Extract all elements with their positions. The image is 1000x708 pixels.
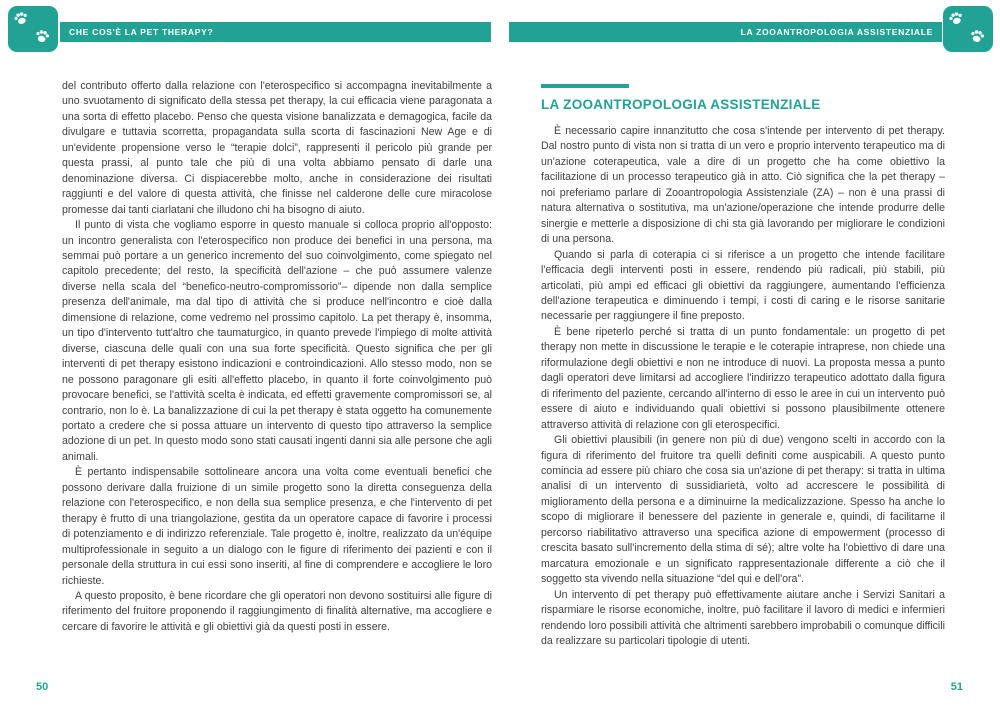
paragraph: A questo proposito, è bene ricordare che gli operatori non devono sostituirsi alle figure di riferimento del fruitore proponendo il raggiungimento di finalità alternative, ma accogliere e cercare di favorire le attività e gli obiettivi già da questi posti in essere. (62, 589, 492, 633)
running-head-left-label: CHE COS'È LA PET THERAPY? (69, 27, 214, 37)
paragraph: Gli obiettivi plausibili (in genere non più di due) vengono scelti in accordo con la figura di riferimento del fruitore tra quelli definiti come auspicabili. A questo punto comincia ad essere più chiaro che cosa sia un'azione di pet therapy: si tratta in ultima analisi di un intervento di sussidiarietà, volto ad accrescere le possibilità di miglioramento della persona e a diminuirne la medicalizzazione. Spesso ha anche lo scopo di migliorare il benessere del paziente in generale e, quindi, di facilitarne il percorso riabilitativo attraverso una specifica azione di empowerment (processo di crescita basato sull'incremento della stima di sé); altre volte ha l'obiettivo di dare una marcatura emozionale e un significato rappresentazionale differente a ciò che il soggetto sta vivendo nella situazione “del qui e dell'ora”. (541, 434, 945, 586)
paw-badge-right (943, 6, 993, 52)
paragraph: È bene ripeterlo perché si tratta di un punto fondamentale: un progetto di pet therapy non mette in discussione le terapie e le coterapie intraprese, non chiede una riformulazione degli obiettivi e non ne introduce di nuovi. La proposta messa a punto dagli operatori deve limitarsi ad accogliere l'indirizzo terapeutico adottato dalla figura di riferimento del paziente, cercando all'interno di esso le aree in cui un intervento può essere di aiuto e individuando quali obiettivi si possono plausibilmente ottenere attraverso attività di relazione con gli eterospecifici. (541, 325, 945, 431)
running-head-right-label: LA ZOOANTROPOLOGIA ASSISTENZIALE (740, 27, 933, 37)
page-right (541, 84, 945, 649)
paragraph: È pertanto indispensabile sottolineare ancora una volta come eventuali benefici che possono derivare dalla fruizione di un simile progetto sono la diretta conseguenza della relazione con l'eterospecifico, e non della sua semplice presenza, e che l'intervento di pet therapy è frutto di una triangolazione, gestita da un operatore capace di favorire i processi di potenziamento e di indirizzo referenziale. Tale progetto è, inoltre, realizzato da un'équipe multiprofessionale in seguito a un dialogo con le figure di riferimento dei pazienti e con il personale della struttura in cui essi sono inseriti, al fine di comprendere e accogliere le loro richieste. (62, 466, 492, 587)
page-number-left: 50 (36, 681, 49, 693)
paw-prints-icon (947, 9, 989, 49)
paw-prints-icon (12, 9, 54, 49)
section-heading: LA ZOOANTROPOLOGIA ASSISTENZIALE (541, 97, 821, 112)
page-number-right: 51 (950, 681, 963, 693)
paragraph: del contributo offerto dalla relazione con l'eterospecifico si accompagna inevitabilmente a uno svuotamento di significato della stessa pet therapy, la cui efficacia viene paragonata a una sorta di effetto placebo. Penso che questa visione banalizzata e demagogica, facile da divulgare e tuttavia scorretta, propagandata sulla scorta di fascinazioni New Age e di un'evidente propensione verso le “terapie dolci”, rappresenti il pericolo più grande per questa prassi, al punto tale che più di una volta abbiamo pensato di darle una denominazione diversa. Ci dispiacerebbe molto, anche in considerazione dei risultati raggiunti e del valore di questa attività, che finisse nel calderone delle cure miracolose promesse dai tanti ciarlatani che illudono chi ha bisogno di aiuto. (62, 80, 492, 216)
heading-rule (541, 84, 629, 88)
paragraph: Il punto di vista che vogliamo esporre in questo manuale si colloca proprio all'opposto: un incontro generalista con l'eterospecifico non produce dei benefici in una persona, ma semmai può portare a un generico incremento del suo coinvolgimento, come spiegato nel capitolo precedente; del resto, la specificità dell'azione – che può assumere valenze diverse nella scala del “benefico-neutro-compromissorio”– dipende non dalla semplice presenza dell'animale, ma dal tipo di attività che si produce nell'incontro e cioè dalla dimensione di relazione, come vedremo nel prossimo capitolo. La pet therapy è, insomma, un tipo d'intervento tutt'altro che taumaturgico, in quanto prevede l'impiego di molte attività diverse, ciascuna delle quali con una sua forte specificità. Questo significa che per gli interventi di pet therapy esistono indicazioni e controindicazioni. Allo stesso modo, non se ne possono paragonare gli esiti all'effetto placebo, in quanto il forte coinvolgimento può provocare benefici, se l'attività scelta è indicata, ed effetti gravemente compromissori se, al contrario, non lo è. La banalizzazione di cui la pet therapy è stata oggetto ha comunemente portato a credere che si possa attuare un intervento di questo tipo attraverso la semplice adozione di un pet. In questo modo sono stati causati ingenti danni sia alle persone che agli animali. (62, 219, 492, 463)
paragraph: Un intervento di pet therapy può effettivamente aiutare anche i Servizi Sanitari a risparmiare le risorse economiche, inoltre, può facilitare il lavoro di medici e infermieri rendendo loro possibili attività che altrimenti sarebbero improbabili o comunque difficili da realizzare su particolari tipologie di utenti. (541, 588, 945, 647)
paragraph: Quando si parla di coterapia ci si riferisce a un progetto che intende facilitare l'efficacia degli interventi posti in essere, rendendo più radicali, più stabili, più articolati, più ampi ed efficaci gli obiettivi da raggiungere, aumentando l'efficienza dell'azione terapeutica e diminuendo i tempi, i costi di caring e le risorse sanitarie necessarie per raggiungere il fine preposto. (541, 248, 945, 323)
paragraph: È necessario capire innanzitutto che cosa s'intende per intervento di pet therapy. Dal nostro punto di vista non si tratta di un vero e proprio intervento terapeutico ma di un'azione coterapeutica, vale a dire di un progetto che ha come obiettivo la facilitazione di un processo terapeutico già in atto. Ciò significa che la pet therapy – noi preferiamo parlare di Zooantropologia Assistenziale (ZA) – non è una prassi di natura alternativa o sostitutiva, ma un'azione/operazione che intende produrre delle sinergie e metterle a disposizione di chi sta già lavorando per migliorare le condizioni di una persona. (541, 125, 945, 246)
running-head-left (60, 22, 491, 42)
running-head-right (509, 22, 942, 42)
paw-badge-left (8, 6, 58, 52)
page-left (62, 79, 492, 635)
